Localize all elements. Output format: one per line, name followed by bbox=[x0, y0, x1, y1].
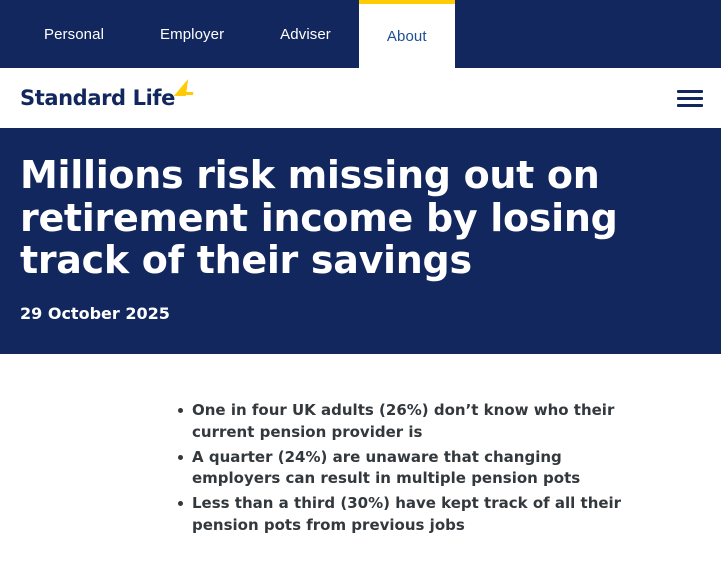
audience-nav bbox=[0, 0, 721, 68]
brand-bar bbox=[0, 68, 721, 128]
key-points-list bbox=[160, 400, 630, 537]
list-item: One in four UK adults (26%) don’t know who their current pension provider is bbox=[178, 400, 630, 444]
nav-item-label: About bbox=[386, 27, 427, 45]
nav-item-adviser[interactable] bbox=[252, 0, 359, 68]
burger-line bbox=[677, 104, 703, 107]
burger-line bbox=[677, 90, 703, 93]
hamburger-menu-icon[interactable] bbox=[677, 90, 703, 107]
nav-item-label: Personal bbox=[44, 25, 105, 43]
nav-item-label: Employer bbox=[160, 25, 225, 43]
publish-date: 29 October 2025 bbox=[20, 303, 170, 323]
logo-swoosh-icon bbox=[174, 79, 188, 96]
standard-life-logo[interactable] bbox=[20, 85, 175, 110]
burger-line bbox=[677, 97, 703, 100]
nav-item-employer[interactable] bbox=[132, 0, 252, 68]
article-body bbox=[0, 354, 721, 537]
page-title: Millions risk missing out on retirement income by losing track of their savings bbox=[20, 153, 618, 283]
hero-banner bbox=[0, 128, 721, 354]
nav-item-about[interactable] bbox=[359, 0, 455, 68]
list-item: A quarter (24%) are unaware that changing employers can result in multiple pension pots bbox=[178, 447, 630, 491]
logo-text: Standard Life bbox=[20, 85, 175, 110]
nav-item-label: Adviser bbox=[280, 25, 331, 43]
list-item: Less than a third (30%) have kept track of all their pension pots from previous jobs bbox=[178, 493, 630, 537]
nav-item-personal[interactable] bbox=[16, 0, 132, 68]
